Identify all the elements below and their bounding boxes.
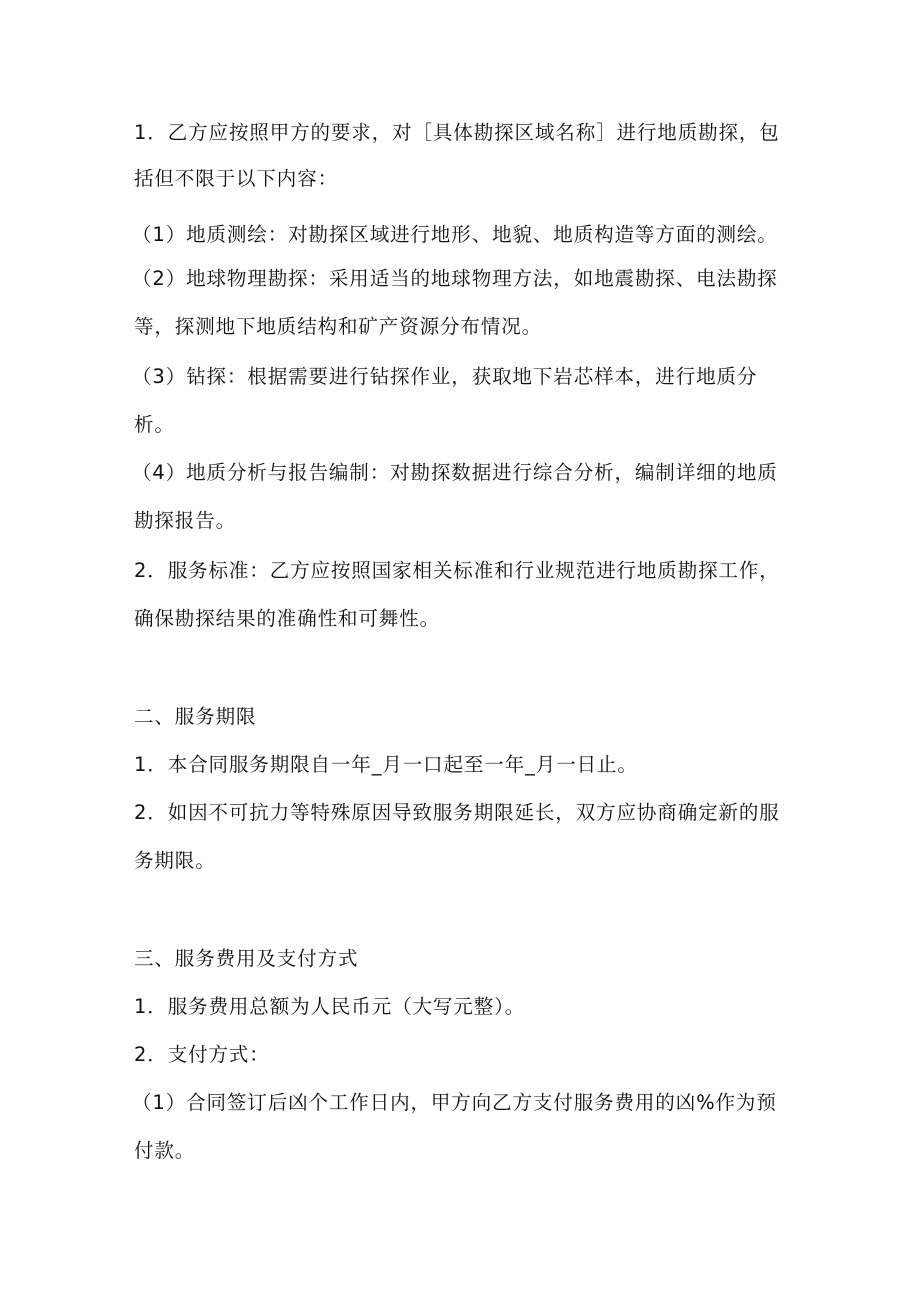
payment-item-1-line-1: （1）合同签订后凶个工作日内，甲方向乙方支付服务费用的凶%作为预 bbox=[132, 1091, 777, 1114]
item-2-line-1: （2）地球物理勘探：采用适当的地球物理方法，如地震勘探、电法勘探 bbox=[132, 267, 778, 290]
item-1-line-1: （1）地质测绘：对勘探区域进行地形、地貌、地质构造等方面的测绘。 bbox=[132, 223, 778, 246]
item-3-line-2: 析。 bbox=[134, 413, 175, 436]
item-4-line-1: （4）地质分析与报告编制：对勘探数据进行综合分析，编制详细的地质 bbox=[132, 461, 778, 484]
clause-2-line-2: 确保勘探结果的准确性和可舞性。 bbox=[134, 607, 441, 630]
payment-item-1-line-2: 付款。 bbox=[134, 1139, 196, 1162]
term-clause-2-line-1: 2．如因不可抗力等特殊原因导致服务期限延长，双方应协商确定新的服 bbox=[134, 801, 780, 824]
clause-2-line-1: 2．服务标准：乙方应按照国家相关标准和行业规范进行地质勘探工作， bbox=[134, 559, 780, 582]
clause-1-line-2: 括但不限于以下内容： bbox=[134, 167, 339, 190]
item-3-line-1: （3）钻探：根据需要进行钻探作业，获取地下岩芯样本，进行地质分 bbox=[132, 365, 758, 388]
term-clause-1: 1．本合同服务期限自一年_月一口起至一年_月一日止。 bbox=[134, 753, 638, 776]
section-2-heading: 二、服务期限 bbox=[134, 705, 257, 728]
section-3-heading: 三、服务费用及支付方式 bbox=[134, 947, 359, 970]
item-4-line-2: 勘探报告。 bbox=[134, 509, 237, 532]
fee-clause-2: 2．支付方式： bbox=[134, 1043, 270, 1066]
item-2-line-2: 等，探测地下地质结构和矿产资源分布情况。 bbox=[134, 315, 543, 338]
fee-clause-1: 1．服务费用总额为人民币元（大写元整）。 bbox=[134, 995, 526, 1018]
clause-1-line-1: 1．乙方应按照甲方的要求，对［具体勘探区域名称］进行地质勘探，包 bbox=[134, 121, 780, 144]
term-clause-2-line-2: 务期限。 bbox=[134, 849, 216, 872]
